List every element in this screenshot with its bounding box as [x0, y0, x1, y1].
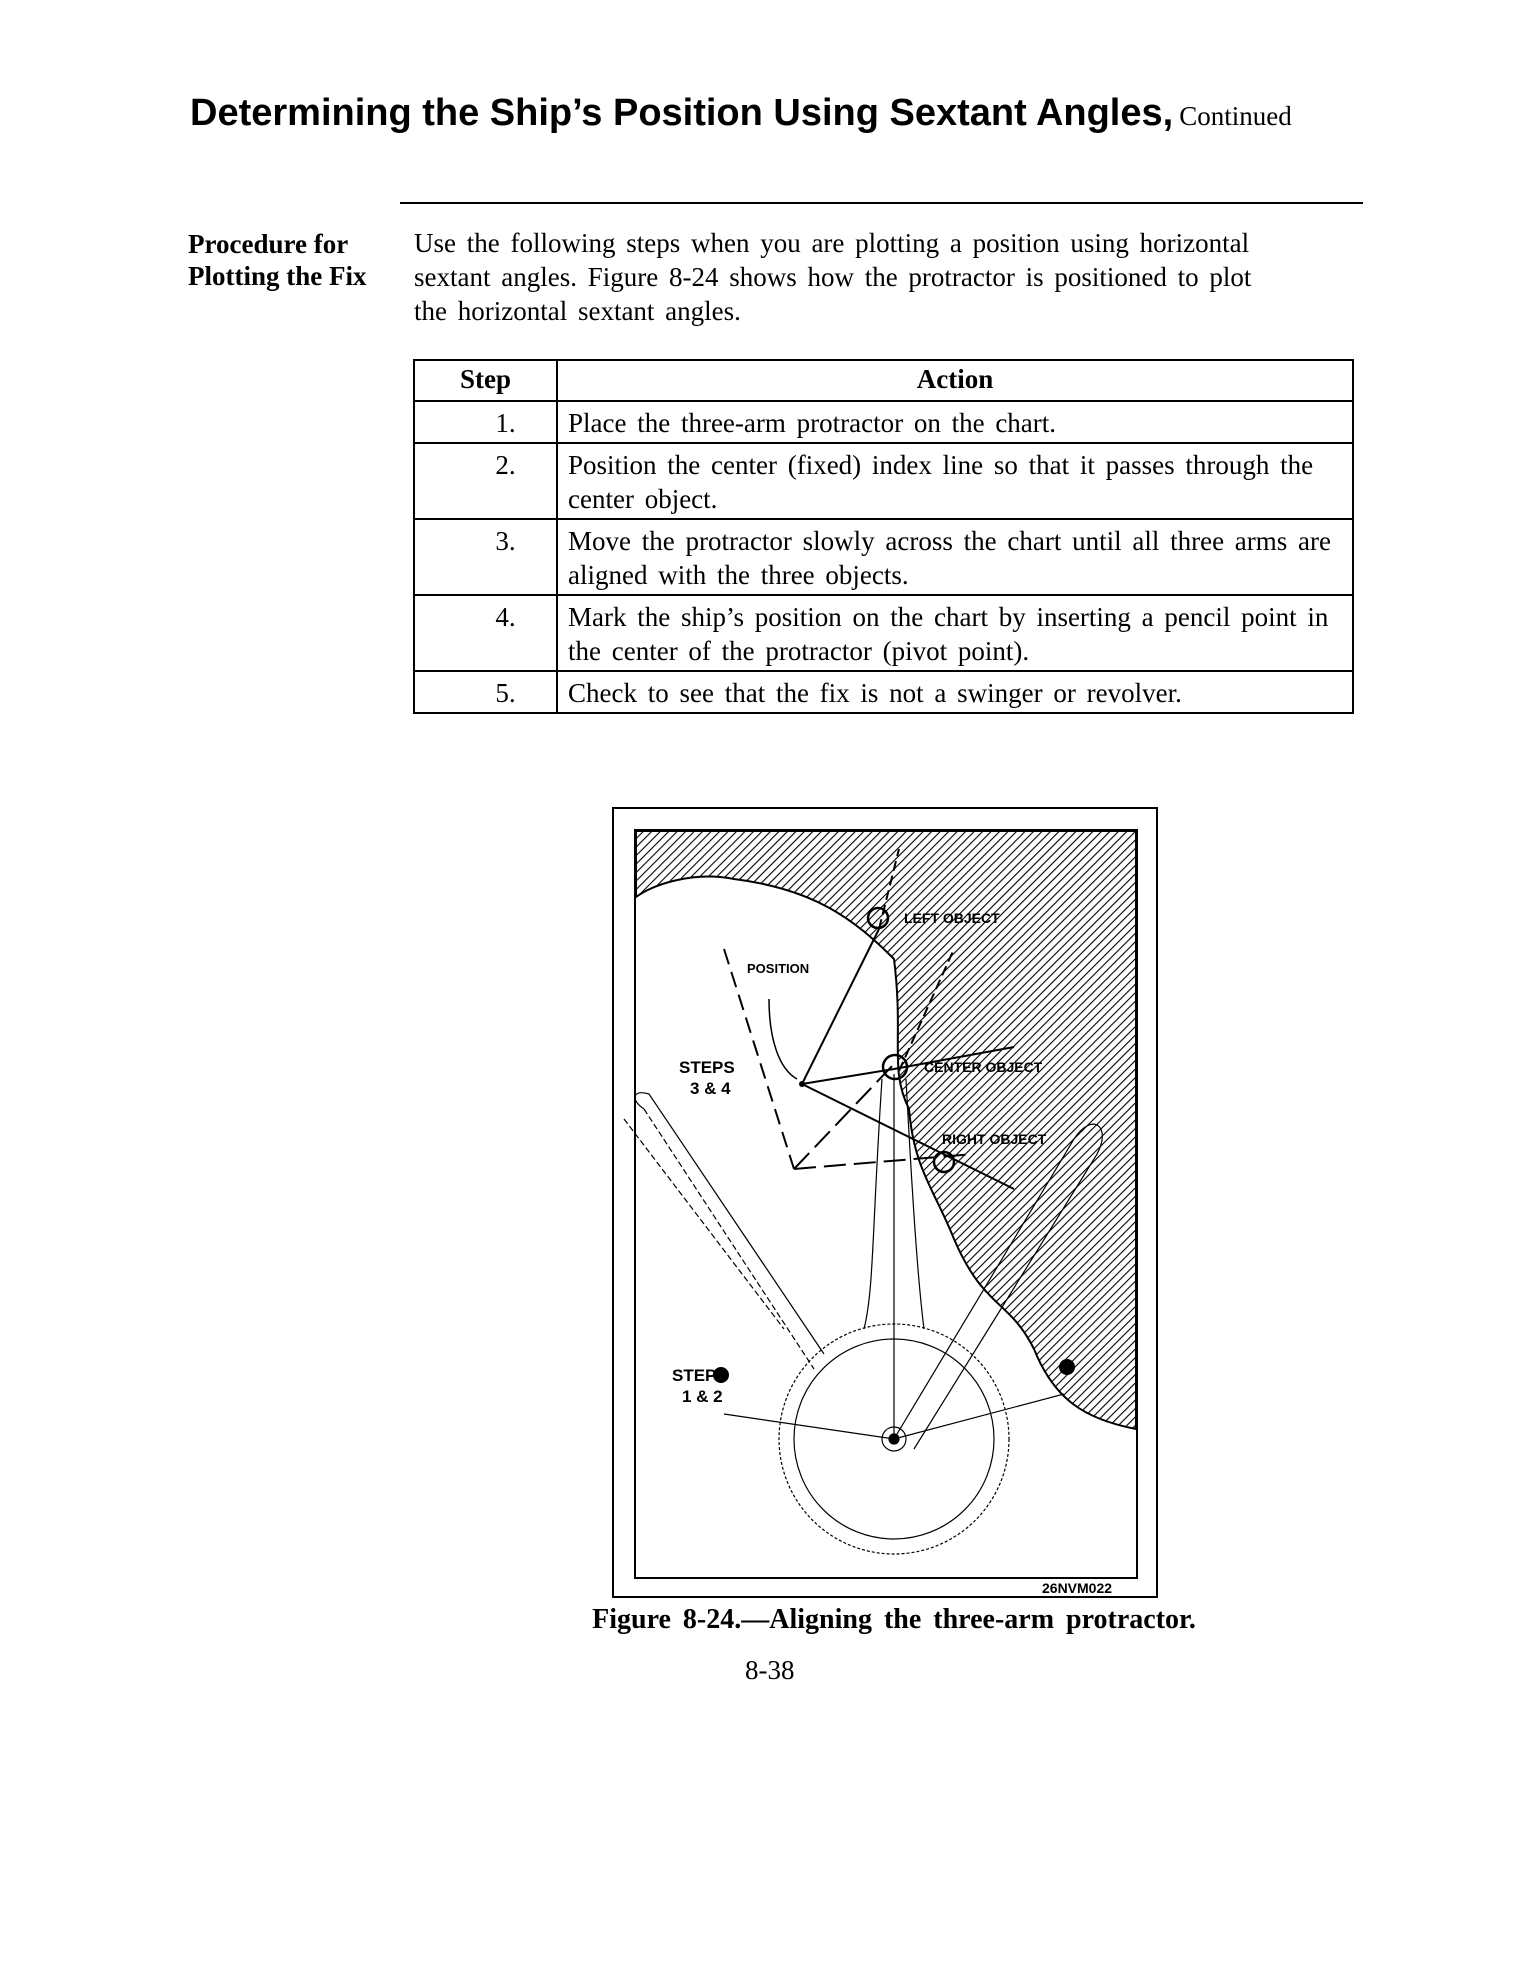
protractor-illustration: [614, 809, 1156, 1596]
step-action: Place the three-arm protractor on the chart.: [557, 401, 1353, 443]
page-number: 8-38: [745, 1655, 795, 1685]
step-number: 4.: [414, 595, 557, 671]
table-row: [414, 595, 1353, 671]
steps-table: [413, 359, 1354, 714]
step-action: Check to see that the fix is not a swinger or revolver.: [557, 671, 1353, 713]
step-action: Position the center (fixed) index line so that it passes through the center object.: [557, 443, 1353, 519]
label-steps-34: STEPS: [679, 1058, 735, 1077]
label-left-object: LEFT OBJECT: [904, 910, 1000, 926]
step-number: 5.: [414, 671, 557, 713]
header-step: Step: [414, 360, 557, 401]
table-header-row: [414, 360, 1353, 401]
page-title: [190, 92, 1292, 135]
table-row: [414, 401, 1353, 443]
figure-frame: [612, 807, 1158, 1598]
title-text: Determining the Ship’s Position Using Sextant Angles,: [190, 92, 1174, 134]
table-row: [414, 519, 1353, 595]
step-action: Mark the ship’s position on the chart by inserting a pencil point in the center of the protractor (pivot point).: [557, 595, 1353, 671]
label-steps-12: STEPS: [672, 1366, 728, 1385]
step-action: Move the protractor slowly across the chart until all three arms are aligned with the three objects.: [557, 519, 1353, 595]
label-steps-34-num: 3 & 4: [690, 1079, 731, 1098]
figure-caption: Figure 8-24.—Aligning the three-arm protractor.: [592, 1604, 1196, 1635]
section-divider: [400, 202, 1363, 204]
table-row: [414, 443, 1353, 519]
figure-id: 26NVM022: [1042, 1580, 1113, 1596]
intro-paragraph: Use the following steps when you are plotting a position using horizontal sextant angles. Figure 8-24 shows how the protractor is positioned to plot the horizontal sextant angles.: [414, 228, 1252, 326]
label-steps-12-num: 1 & 2: [682, 1387, 723, 1406]
side-heading: Procedure for Plotting the Fix: [188, 229, 367, 291]
label-position: POSITION: [747, 961, 810, 976]
step-number: 1.: [414, 401, 557, 443]
table-row: [414, 671, 1353, 713]
label-center-object: CENTER OBJECT: [924, 1059, 1043, 1075]
step-number: 2.: [414, 443, 557, 519]
continued-label: Continued: [1179, 101, 1292, 131]
label-right-object: RIGHT OBJECT: [942, 1131, 1047, 1147]
step-number: 3.: [414, 519, 557, 595]
header-action: Action: [557, 360, 1353, 401]
